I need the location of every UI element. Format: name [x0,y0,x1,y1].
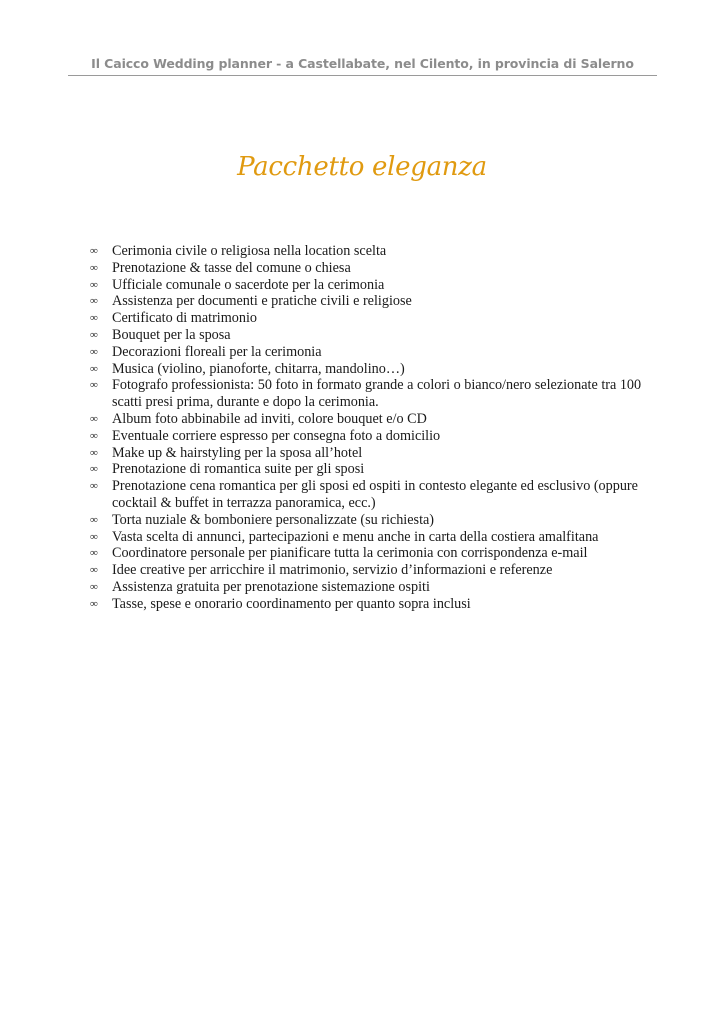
list-item-text: Ufficiale comunale o sacerdote per la cerimonia [112,276,385,293]
infinity-bullet-icon: ∞ [90,480,98,493]
list-item [90,293,650,310]
list-item-text: Assistenza gratuita per prenotazione sistemazione ospiti [112,578,430,595]
list-item-text: Assistenza per documenti e pratiche civili e religiose [112,293,412,310]
list-item-text: Fotografo professionista: 50 foto in formato grande a colori o bianco/nero selezionate tra 100 scatti presi prima, durante e dopo la cerimonia. [112,377,642,411]
package-features-list [90,243,650,613]
infinity-bullet-icon: ∞ [90,547,98,560]
list-item-text: Musica (violino, pianoforte, chitarra, mandolino…) [112,360,405,377]
infinity-bullet-icon: ∞ [90,312,98,325]
list-item [90,377,650,411]
list-item [90,277,650,294]
list-item [90,545,650,562]
list-item [90,478,650,512]
list-item [90,243,650,260]
page-title: Pacchetto eleganza [237,152,487,182]
list-item [90,428,650,445]
header-divider [68,75,657,76]
list-item-text: Make up & hairstyling per la sposa all’hotel [112,444,363,461]
infinity-bullet-icon: ∞ [90,597,98,610]
list-item-text: Prenotazione & tasse del comune o chiesa [112,259,351,276]
list-item-text: Prenotazione cena romantica per gli sposi ed ospiti in contesto elegante ed esclusivo (oppure cocktail & buffet in terrazza panoramica, ecc.) [112,478,638,511]
infinity-bullet-icon: ∞ [90,245,98,257]
list-item [90,327,650,344]
list-item-text: Decorazioni floreali per la cerimonia [112,343,322,360]
infinity-bullet-icon: ∞ [90,412,98,425]
list-item [90,361,650,378]
infinity-bullet-icon: ∞ [90,429,98,442]
infinity-bullet-icon: ∞ [90,513,98,526]
infinity-bullet-icon: ∞ [90,345,98,358]
page-header: Il Caicco Wedding planner - a Castellabate, nel Cilento, in provincia di Salerno [91,56,634,71]
list-item-text: Tasse, spese e onorario coordinamento per quanto sopra inclusi [112,595,471,612]
list-item-text: Bouquet per la sposa [112,326,231,343]
list-item [90,310,650,327]
infinity-bullet-icon: ∞ [90,580,98,593]
list-item [90,579,650,596]
list-item-text: Certificato di matrimonio [112,310,257,327]
list-item [90,411,650,428]
infinity-bullet-icon: ∞ [90,564,98,577]
infinity-bullet-icon: ∞ [90,278,98,291]
list-item-text: Coordinatore personale per pianificare tutta la cerimonia con corrispondenza e-mail [112,545,588,562]
list-item-text: Idee creative per arricchire il matrimonio, servizio d’informazioni e referenze [112,562,553,579]
list-item-text: Prenotazione di romantica suite per gli sposi [112,461,365,478]
list-item-text: Torta nuziale & bomboniere personalizzate (su richiesta) [112,511,435,528]
list-item [90,512,650,529]
infinity-bullet-icon: ∞ [90,328,98,341]
infinity-bullet-icon: ∞ [90,362,98,375]
infinity-bullet-icon: ∞ [90,261,98,274]
list-item [90,529,650,546]
list-item [90,461,650,478]
list-item [90,445,650,462]
infinity-bullet-icon: ∞ [90,530,98,543]
list-item [90,260,650,277]
infinity-bullet-icon: ∞ [90,446,98,459]
list-item [90,596,650,613]
list-item-text: Eventuale corriere espresso per consegna foto a domicilio [112,427,441,444]
list-item [90,562,650,579]
list-item [90,344,650,361]
list-item-text: Album foto abbinabile ad inviti, colore bouquet e/o CD [112,410,427,427]
infinity-bullet-icon: ∞ [90,379,98,392]
list-item-text: Cerimonia civile o religiosa nella location scelta [112,243,387,259]
list-item-text: Vasta scelta di annunci, partecipazioni e menu anche in carta della costiera amalfitana [112,528,599,545]
infinity-bullet-icon: ∞ [90,463,98,476]
infinity-bullet-icon: ∞ [90,295,98,308]
